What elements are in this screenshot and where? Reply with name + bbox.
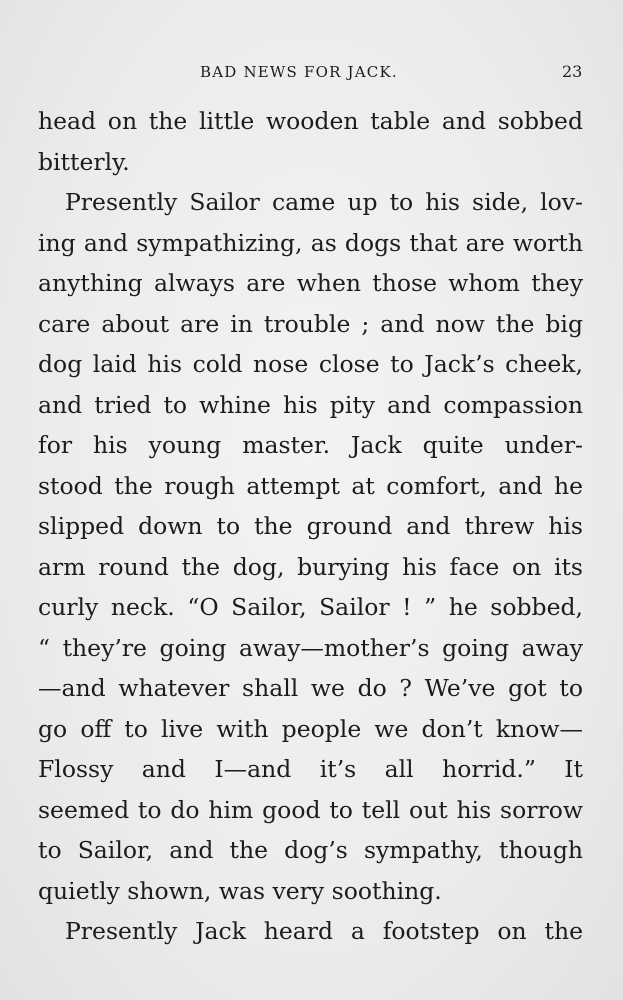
text-line: head on the little wooden table and sobbed [38, 107, 583, 135]
text-line: quietly shown, was very soothing. [38, 876, 442, 905]
text-line: Presently Sailor came up to his side, lov- [65, 188, 583, 216]
text-line: “ they’re going away—mother’s going away [38, 633, 583, 662]
running-head [0, 60, 623, 84]
text-line: anything always are when those whom they [38, 269, 583, 297]
text-line: Presently Jack heard a footstep on the [65, 917, 583, 945]
text-line: curly neck. “O Sailor, Sailor ! ” he sobbed, [38, 593, 583, 621]
text-line: Flossy and I—and it’s all horrid.” It [38, 755, 583, 783]
body-text [38, 101, 583, 952]
text-line: stood the rough attempt at comfort, and he [38, 471, 583, 500]
text-line: go off to live with people we don’t know— [38, 714, 583, 743]
text-line: for his young master. Jack quite under- [38, 431, 583, 459]
text-line: seemed to do him good to tell out his sorrow [38, 795, 583, 824]
text-line: —and whatever shall we do ? We’ve got to [38, 674, 583, 702]
page-number: 23 [562, 62, 583, 81]
text-line: and tried to whine his pity and compassion [38, 390, 583, 419]
text-line: care about are in trouble ; and now the big [38, 309, 583, 338]
text-line: arm round the dog, burying his face on its [38, 552, 583, 581]
running-title: BAD NEWS FOR JACK. [200, 63, 398, 81]
text-line: slipped down to the ground and threw his [38, 512, 583, 540]
text-line: ing and sympathizing, as dogs that are worth [38, 228, 583, 257]
text-line: bitterly. [38, 147, 130, 176]
text-line: to Sailor, and the dog’s sympathy, though [38, 836, 583, 864]
text-line: dog laid his cold nose close to Jack’s cheek, [38, 350, 583, 378]
